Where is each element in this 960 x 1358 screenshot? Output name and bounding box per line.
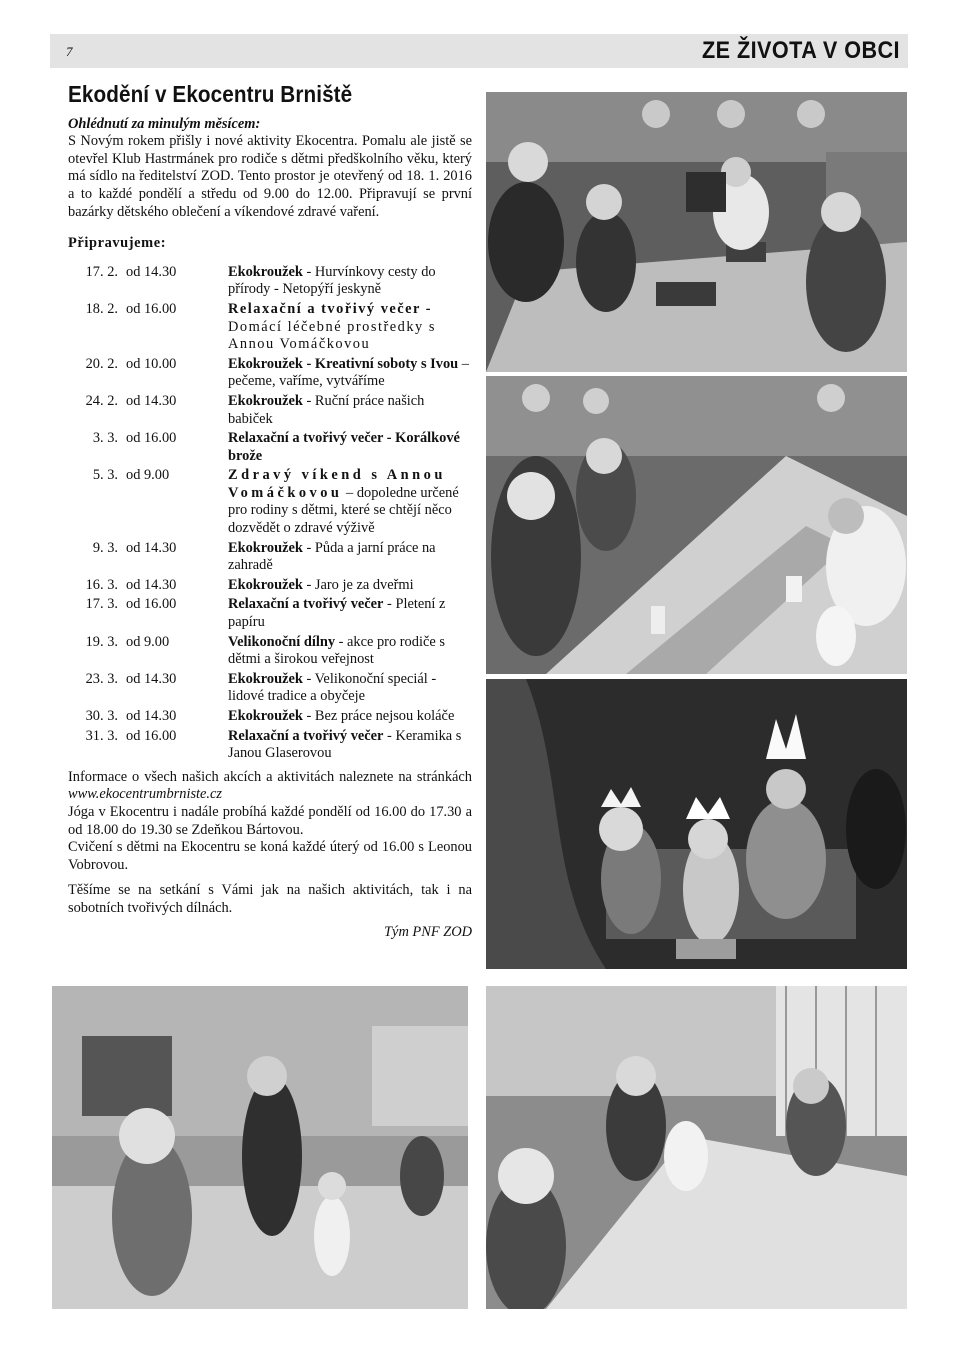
event-time: od 9.00 (126, 633, 170, 650)
page-number: 7 (66, 44, 73, 59)
event-date: 18. 2. (85, 300, 118, 317)
event-time: od 16.00 (126, 430, 177, 447)
event-time: od 14.30 (126, 539, 177, 556)
event-row (68, 467, 472, 537)
event-detail: - akce pro rodiče s dětmi a širokou veřejnost (228, 633, 445, 668)
photo-crafting-table (486, 92, 907, 372)
event-date: 5. 3. (92, 467, 118, 484)
event-desc (228, 708, 472, 726)
event-desc (228, 301, 472, 354)
article-column (68, 81, 472, 941)
event-detail: - Bez práce nejsou koláče (302, 708, 455, 724)
photo-children-crowns (486, 679, 907, 969)
event-time: od 16.00 (126, 596, 177, 613)
event-desc (228, 634, 472, 669)
event-date: 17. 2. (85, 263, 118, 280)
event-date: 16. 3. (85, 576, 118, 593)
event-detail: Domácí léčebné prostředky s Annou Vomáčkovou (228, 318, 436, 353)
event-title: Relaxační a tvořivý večer (228, 727, 384, 744)
event-detail: - Velikonoční speciál - lidové tradice a obyčeje (228, 670, 437, 705)
event-time: od 9.00 (126, 467, 170, 484)
signature: Tým PNF ZOD (384, 923, 472, 940)
event-desc (228, 356, 472, 391)
event-time: od 16.00 (126, 727, 177, 744)
event-detail: - Hurvínkovy cesty do přírody - Netopýří jeskyně (228, 263, 436, 298)
event-date: 31. 3. (85, 727, 118, 744)
article-subhead: Ohlédnutí za minulým měsícem: (68, 115, 261, 132)
event-detail: - Keramika s Janou Glaserovou (228, 727, 462, 762)
event-title: Ekokroužek (228, 708, 303, 724)
event-row (68, 577, 472, 595)
event-detail: - Půda a jarní práce na zahradě (228, 539, 436, 574)
event-row (68, 634, 472, 669)
article-title: Ekodění v Ekocentru Brniště (68, 81, 353, 107)
event-desc (228, 728, 472, 763)
event-row (68, 264, 472, 299)
event-title: Ekokroužek (228, 392, 303, 409)
event-title: Relaxační a tvořivý večer - Korálkové brože (228, 430, 460, 464)
photo-children-painting (486, 986, 907, 1309)
event-row (68, 430, 472, 465)
event-desc (228, 430, 472, 465)
event-row (68, 671, 472, 706)
event-row (68, 301, 472, 354)
photo-children-dancing (52, 986, 468, 1309)
event-time: od 14.30 (126, 263, 177, 280)
event-date: 30. 3. (85, 708, 118, 724)
event-time: od 14.30 (126, 576, 177, 593)
prep-label: Připravujeme: (68, 235, 167, 252)
event-time: od 10.00 (126, 355, 177, 372)
events-list (68, 264, 472, 763)
event-row (68, 356, 472, 391)
closing-paragraph: Těšíme se na setkání s Vámi jak na našich aktivitách, tak i na sobotních tvořivých dílnách. (68, 882, 472, 916)
event-row (68, 540, 472, 575)
event-title: Ekokroužek (228, 670, 303, 687)
event-date: 23. 3. (85, 670, 118, 687)
event-date: 24. 2. (85, 392, 118, 409)
event-title: Relaxační a tvořivý večer (228, 596, 384, 613)
event-desc (228, 577, 472, 595)
event-row (68, 393, 472, 428)
event-desc (228, 596, 472, 631)
event-desc (228, 540, 472, 575)
event-title: Ekokroužek (228, 539, 303, 556)
event-desc (228, 467, 472, 537)
event-detail: - Jaro je za dveřmi (302, 576, 414, 593)
event-row (68, 728, 472, 763)
event-title: Relaxační a tvořivý večer - (228, 300, 433, 317)
event-date: 9. 3. (92, 539, 118, 556)
event-desc (228, 671, 472, 706)
event-detail: - Pletení z papíru (228, 596, 446, 631)
event-time: od 16.00 (126, 300, 177, 317)
event-detail: - Ruční práce našich babiček (228, 392, 425, 427)
event-detail: – dopoledne určené pro rodiny s dětmi, které se chtějí něco dozvědět o zdravé výživě (228, 484, 459, 537)
event-desc (228, 264, 472, 299)
yoga-paragraph: Jóga v Ekocentru i nadále probíhá každé pondělí od 16.00 do 17.30 a od 18.00 do 19.30 se Zdeňkou Bártovou. (68, 803, 472, 838)
event-title: Ekokroužek - Kreativní soboty s Ivou (228, 355, 459, 372)
article-intro: S Novým rokem přišly i nové aktivity Ekocentra. Pomalu ale jistě se otevřel Klub Hastrmánek pro rodiče s dětmi předškolního věku, který má sídlo na ředitelství ZOD. Tento prostor je otevřený od 18. 1. 2016 a to každé pondělí a středu od 9.00 do 12.00. Připravují se první bazárky dětského oblečení a víkendové zdravé vaření. (68, 133, 472, 220)
event-desc (228, 393, 472, 428)
event-date: 20. 2. (85, 355, 118, 372)
exercise-paragraph: Cvičení s dětmi na Ekocentru se koná každé úterý od 16.00 s Leonou Vobrovou. (68, 839, 472, 873)
info-block (68, 769, 472, 941)
photo-long-table (486, 376, 907, 674)
section-title: ZE ŽIVOTA V OBCI (701, 37, 900, 64)
event-date: 3. 3. (92, 430, 118, 447)
event-time: od 14.30 (126, 708, 177, 724)
event-date: 17. 3. (85, 596, 118, 613)
website-link[interactable]: www.ekocentrumbrniste.cz (68, 786, 223, 803)
event-time: od 14.30 (126, 670, 177, 687)
event-title: Ekokroužek (228, 263, 303, 280)
event-row (68, 596, 472, 631)
event-title: Zdravý víkend s Annou Vomáčkovou (228, 467, 446, 501)
event-date: 19. 3. (85, 633, 118, 650)
event-time: od 14.30 (126, 392, 177, 409)
info-text: Informace o všech našich akcích a aktivitách naleznete na stránkách (68, 768, 472, 785)
info-paragraph (68, 769, 472, 804)
event-title: Velikonoční dílny (228, 633, 336, 650)
event-detail: – pečeme, vaříme, vytváříme (228, 355, 469, 390)
event-title: Ekokroužek (228, 576, 303, 593)
event-row (68, 708, 472, 726)
